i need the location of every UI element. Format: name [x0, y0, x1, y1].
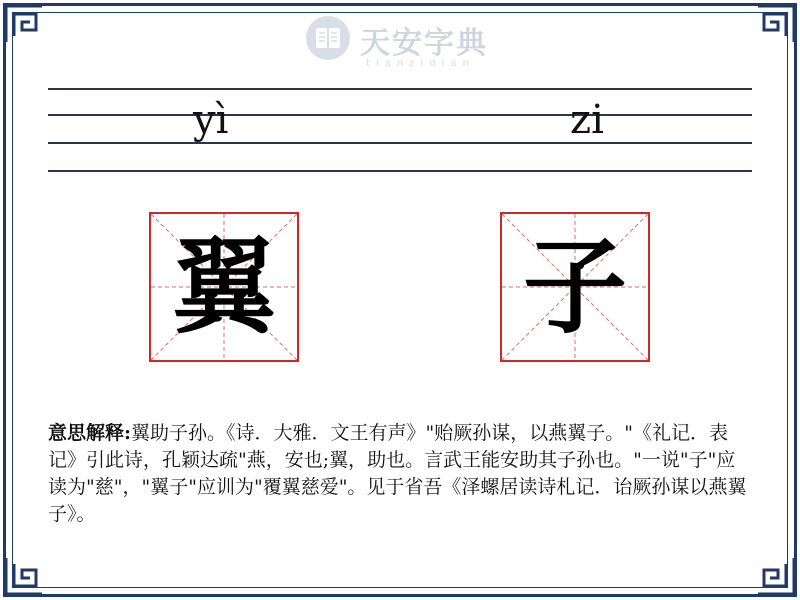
- corner-ornament-icon: [2, 554, 46, 598]
- staff-line: [48, 170, 752, 172]
- corner-ornament-icon: [2, 2, 46, 46]
- brand-subtitle: tianzidian: [366, 58, 475, 69]
- character-grid-1: [149, 212, 299, 362]
- character-2: 子: [522, 225, 627, 348]
- explanation-label: 意思解释:: [48, 422, 132, 444]
- pinyin-2: zi: [570, 97, 604, 143]
- staff-line: [48, 88, 752, 90]
- character-grid-2: [500, 212, 650, 362]
- corner-ornament-icon: [754, 2, 798, 46]
- brand-watermark: [304, 14, 504, 68]
- staff-line: [48, 142, 752, 144]
- brand-name: 天安字典: [360, 26, 488, 61]
- pinyin-1: yì: [193, 97, 229, 143]
- corner-ornament-icon: [754, 554, 798, 598]
- pinyin-staff: [48, 88, 752, 172]
- explanation: [48, 420, 754, 528]
- book-seal-icon: [304, 14, 352, 62]
- staff-line: [48, 114, 752, 116]
- explanation-text: 翼助子孙。《诗．大雅．文王有声》"贻厥孙谋，以燕翼子。"《礼记．表记》引此诗，孔颖达疏"燕，安也;翼，助也。言武王能安助其子孙也。"一说"子"应读为"慈"，"翼子"应训为"覆翼慈爱"。见于省吾《泽螺居读诗札记．诒厥孙谋以燕翼子》。: [48, 422, 747, 525]
- character-1: 翼: [171, 225, 276, 348]
